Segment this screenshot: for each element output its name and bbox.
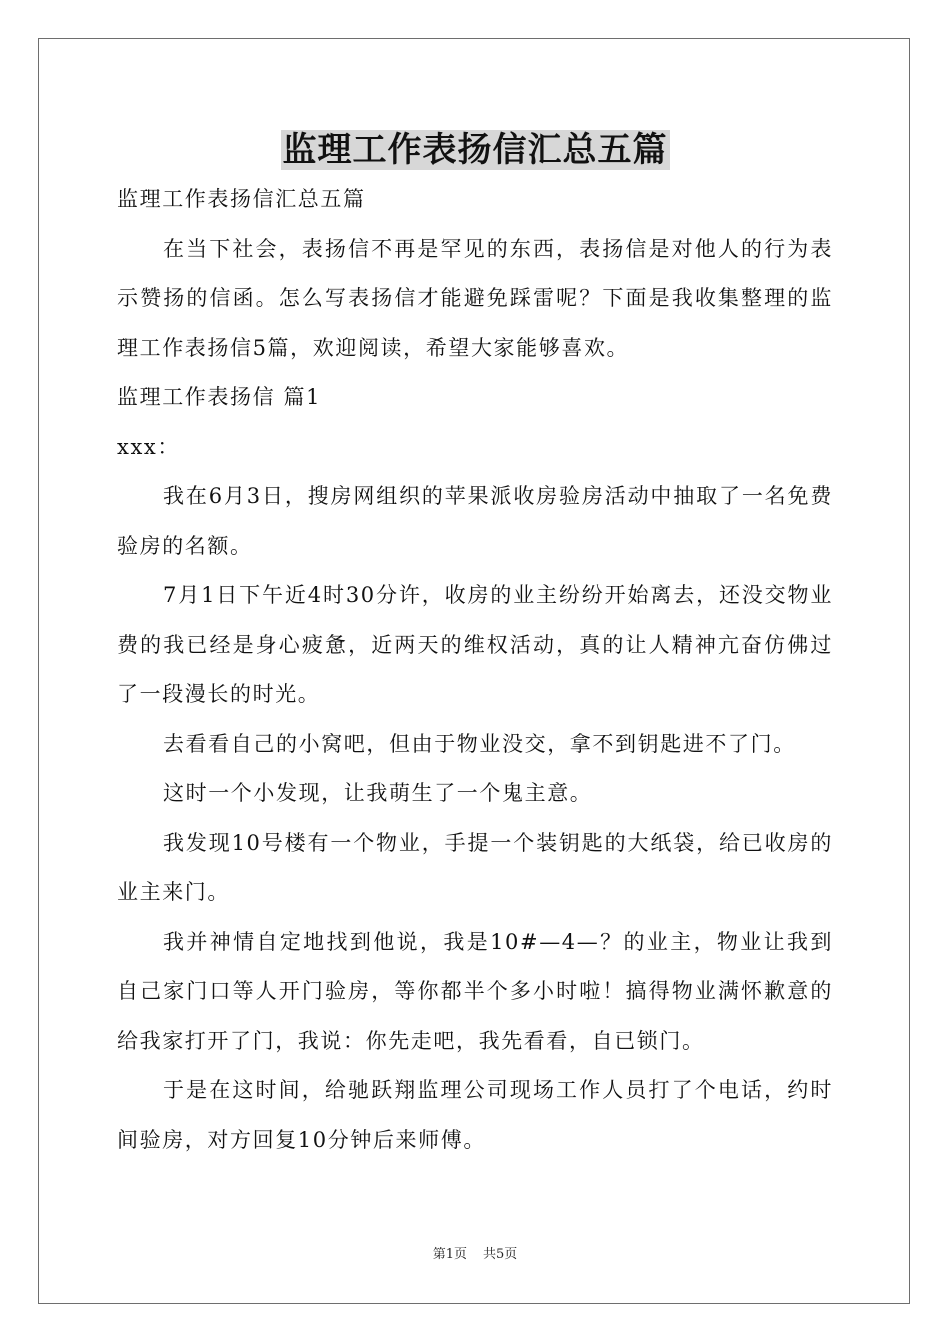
paragraph-7: 去看看自己的小窝吧，但由于物业没交，拿不到钥匙进不了门。 bbox=[163, 731, 796, 756]
paragraph-10: 我并神情自定地找到他说，我是10#—4—？的业主，物业让我到自己家门口等人开门验房，等你都半个多小时啦！搞得物业满怀歉意的给我家打开了门，我说：你先走吧，我先看看，自已锁门。 bbox=[117, 929, 833, 1053]
page-footer bbox=[0, 1245, 950, 1265]
paragraph-6: 7月1日下午近4时30分许，收房的业主纷纷开始离去，还没交物业费的我已经是身心疲惫，近两天的维权活动，真的让人精神亢奋仿佛过了一段漫长的时光。 bbox=[117, 583, 833, 706]
document-body bbox=[117, 175, 833, 1165]
current-page-label: 第1页 bbox=[432, 1247, 467, 1262]
paragraph-2: 在当下社会，表扬信不再是罕见的东西，表扬信是对他人的行为表示赞扬的信函。怎么写表扬信才能避免踩雷呢？下面是我收集整理的监理工作表扬信5篇，欢迎阅读，希望大家能够喜欢。 bbox=[117, 236, 833, 360]
total-pages-label: 共5页 bbox=[483, 1247, 518, 1262]
document-title-text: 监理工作表扬信汇总五篇 bbox=[282, 130, 668, 170]
paragraph-9: 我发现10号楼有一个物业，手提一个装钥匙的大纸袋，给已收房的业主来门。 bbox=[117, 830, 833, 904]
document-title bbox=[0, 128, 950, 172]
paragraph-8: 这时一个小发现，让我萌生了一个鬼主意。 bbox=[163, 781, 593, 805]
paragraph-11: 于是在这时间，给驰跃翔监理公司现场工作人员打了个电话，约时间验房，对方回复10分钟后来师傅。 bbox=[117, 1078, 833, 1152]
salutation: xxx： bbox=[117, 434, 180, 459]
section-heading: 监理工作表扬信 篇1 bbox=[117, 385, 322, 409]
paragraph-5: 我在6月3日，搜房网组织的苹果派收房验房活动中抽取了一名免费验房的名额。 bbox=[117, 484, 833, 558]
paragraph-1: 监理工作表扬信汇总五篇 bbox=[117, 187, 366, 211]
